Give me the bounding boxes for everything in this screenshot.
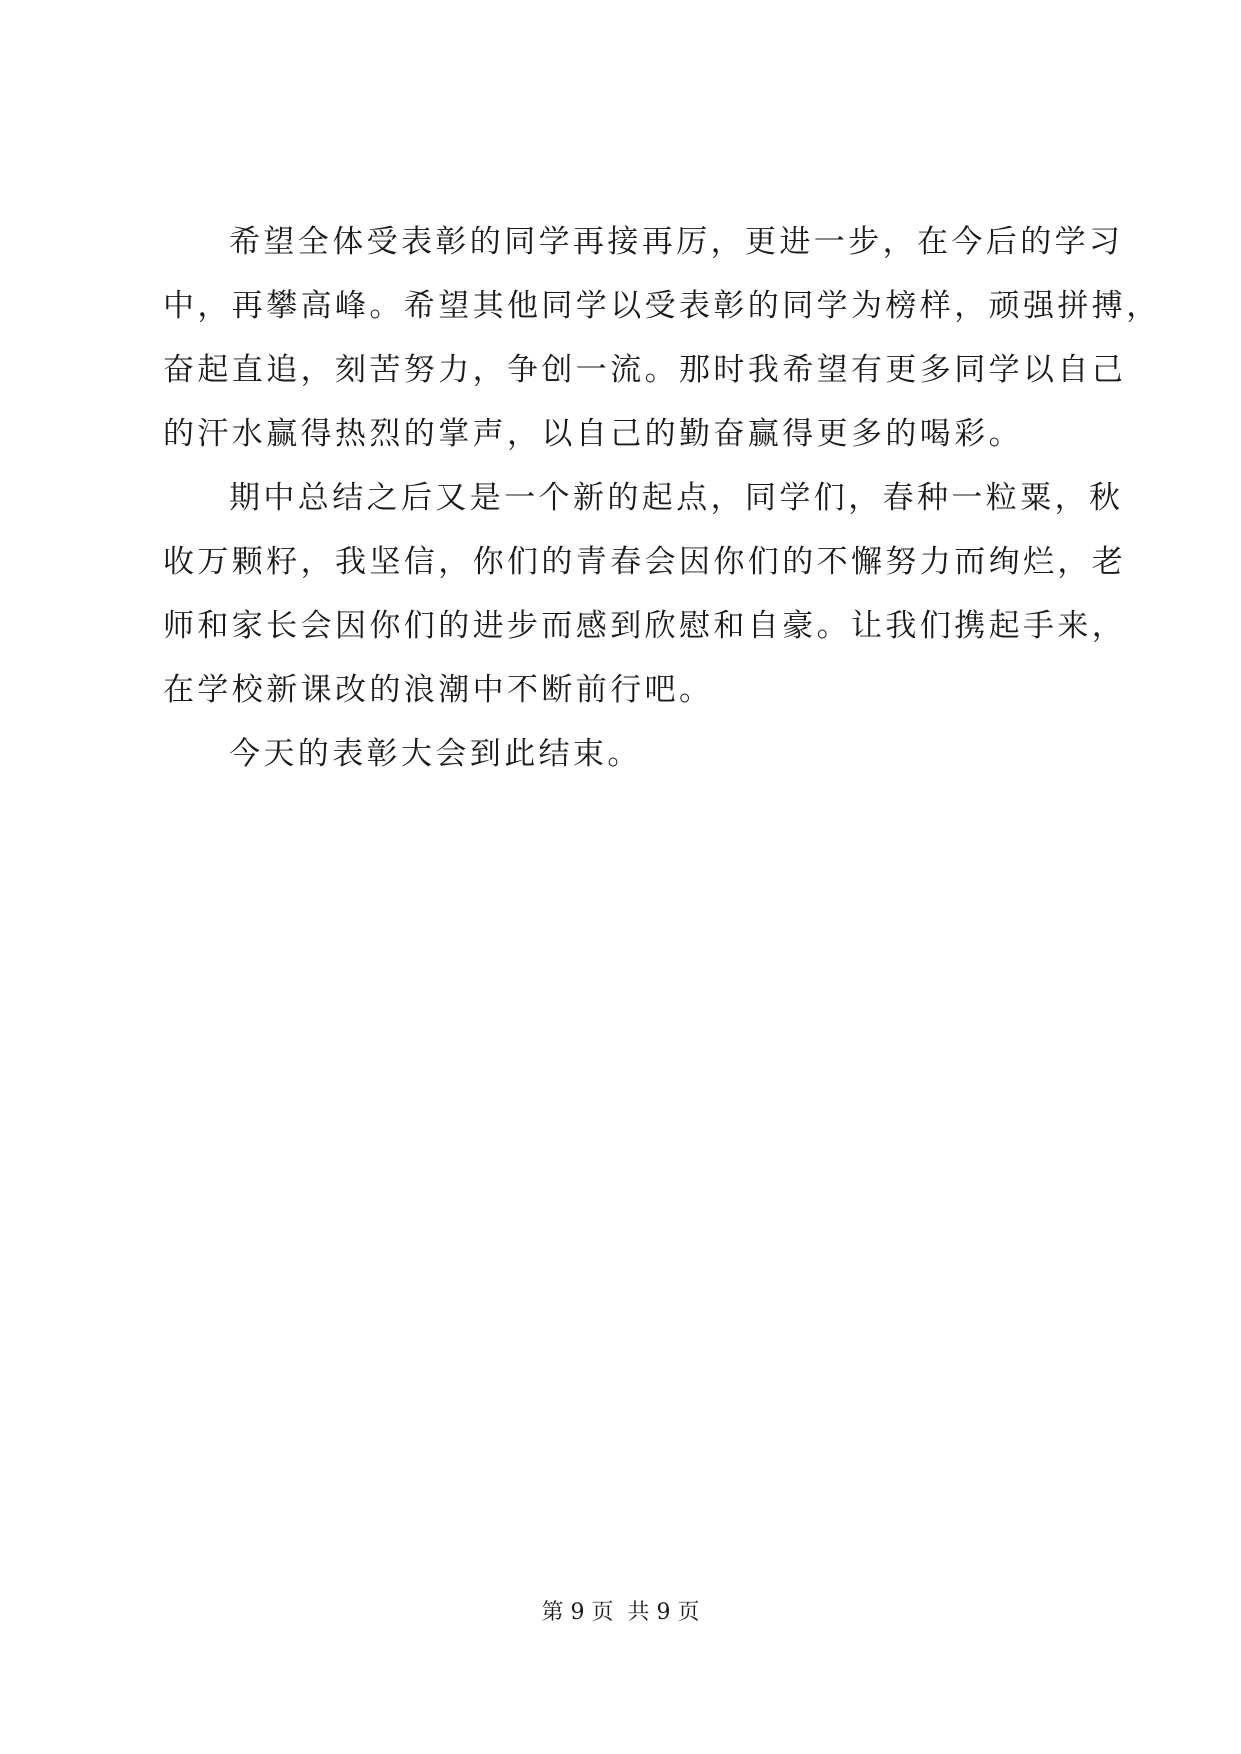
page-number: 第 9 页 xyxy=(541,1600,614,1625)
paragraph-3 xyxy=(163,722,1093,786)
page-total: 共 9 页 xyxy=(627,1600,700,1625)
paragraph-line: 今天的表彰大会到此结束。 xyxy=(229,736,642,772)
paragraph-line: 师和家长会因你们的进步而感到欣慰和自豪。让我们携起手来， xyxy=(163,608,1127,644)
paragraph-line: 希望全体受表彰的同学再接再厉，更进一步，在今后的学习 xyxy=(229,224,1124,260)
paragraph-1 xyxy=(163,210,1161,466)
page-footer xyxy=(0,1598,1241,1628)
paragraph-line: 收万颗籽，我坚信，你们的青春会因你们的不懈努力而绚烂，老 xyxy=(163,544,1127,580)
paragraph-line: 奋起直追，刻苦努力，争创一流。那时我希望有更多同学以自己 xyxy=(163,352,1127,388)
paragraph-line: 的汗水赢得热烈的掌声，以自己的勤奋赢得更多的喝彩。 xyxy=(163,416,1023,452)
paragraph-line: 在学校新课改的浪潮中不断前行吧。 xyxy=(163,672,714,708)
paragraph-line: 中，再攀高峰。希望其他同学以受表彰的同学为榜样，顽强拼搏， xyxy=(163,288,1161,324)
paragraph-line: 期中总结之后又是一个新的起点，同学们，春种一粒粟，秋 xyxy=(229,480,1124,516)
body-text xyxy=(163,210,1161,786)
paragraph-2 xyxy=(163,466,1127,722)
